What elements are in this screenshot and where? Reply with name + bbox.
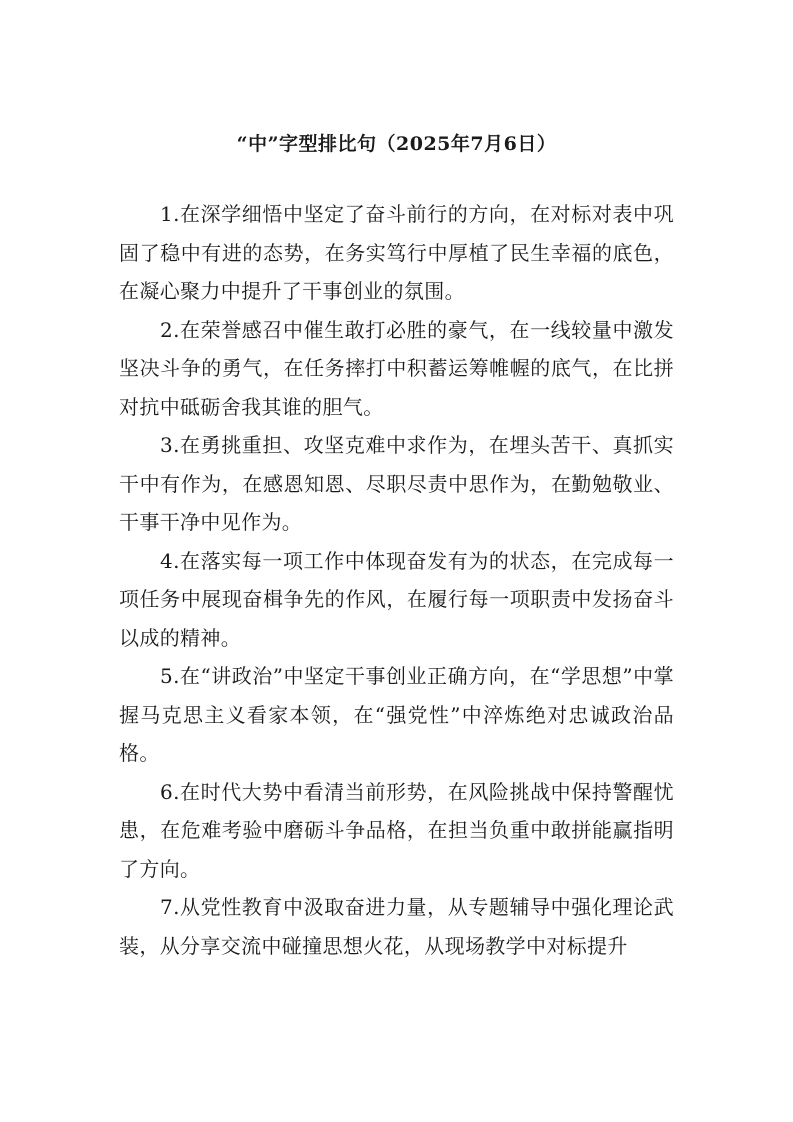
paragraph-6: 6.在时代大势中看清当前形势，在风险挑战中保持警醒忧患，在危难考验中磨砺斗争品格，在担当负重中敢拼能赢指明了方向。 xyxy=(119,779,674,881)
paragraph-5: 5.在“讲政治”中坚定干事创业正确方向，在“学思想”中掌握马克思主义看家本领，在“强党性”中淬炼绝对忠诚政治品格。 xyxy=(119,664,674,765)
document-title: “中”字型排比句（2025年7月6日） xyxy=(236,133,557,155)
paragraph-7: 7.从党性教育中汲取奋进力量，从专题辅导中强化理论武装，从分享交流中碰撞思想火花，从现场教学中对标提升 xyxy=(119,895,674,958)
paragraph-4: 4.在落实每一项工作中体现奋发有为的状态，在完成每一项任务中展现奋楫争先的作风，在履行每一项职责中发扬奋斗以成的精神。 xyxy=(119,548,674,650)
paragraph-3: 3.在勇挑重担、攻坚克难中求作为，在埋头苦干、真抓实干中有作为，在感恩知恩、尽职尽责中思作为，在勤勉敬业、干事干净中见作为。 xyxy=(119,433,674,534)
document-body xyxy=(119,195,674,965)
paragraph-1: 1.在深学细悟中坚定了奋斗前行的方向，在对标对表中巩固了稳中有进的态势，在务实笃行中厚植了民生幸福的底色，在凝心聚力中提升了干事创业的氛围。 xyxy=(119,202,674,303)
paragraph-2: 2.在荣誉感召中催生敢打必胜的豪气，在一线较量中激发坚决斗争的勇气，在任务摔打中积蓄运筹帷幄的底气，在比拼对抗中砥砺舍我其谁的胆气。 xyxy=(119,317,674,419)
